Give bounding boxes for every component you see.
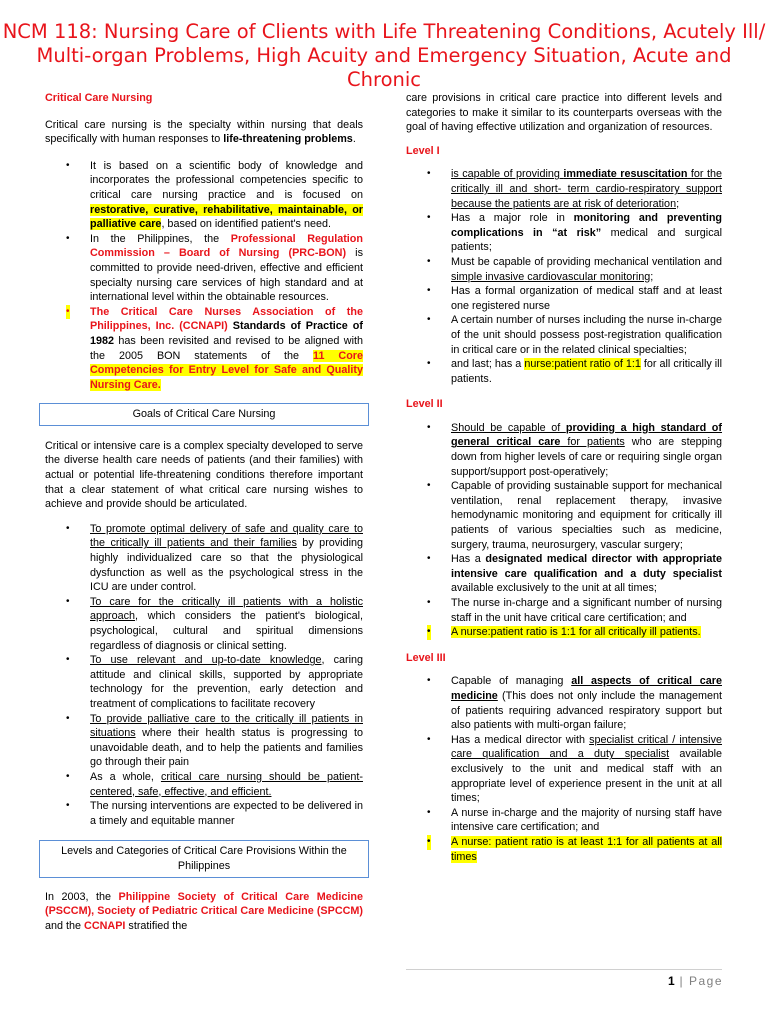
bullet-icon: • [427, 597, 431, 608]
list-item: • A nurse in-charge and the majority of nursing staff have intensive care certification; and [427, 806, 722, 834]
list-item: • Has a major role in monitoring and preventing complications in “at risk” medical and surgical patients; [427, 212, 723, 254]
level-3-bullet-list [427, 674, 722, 864]
bullet-icon: • [427, 480, 431, 492]
list-item: • To promote optimal delivery of safe and quality care to the critically ill patients and their families by providing highly individualized care so that the physiological dysfunction as well as the psychological stress in the ICU are under control. [66, 522, 363, 594]
section-heading-critical-care-nursing: Critical Care Nursing [45, 92, 153, 104]
section-heading-level-2: Level II [406, 398, 443, 411]
levels-continued-paragraph: care provisions in critical care practice into different levels and categories to make it similar to its counterparts overseas with the goal of having effective utilization and organization of resources. [406, 92, 722, 134]
list-item: • To provide palliative care to the critically ill patients in situations where their health status is progressing to unavoidable death, and to help the patients and families go through their pain [66, 712, 363, 769]
levels-intro-paragraph: In 2003, the Philippine Society of Critical Care Medicine (PSCCM), Society of Pediatric Critical Care Medicine (SPCCM) and the CCNAPI stratified the [45, 890, 363, 932]
page-label: Page [688, 974, 723, 988]
document-title: NCM 118: Nursing Care of Clients with Life Threatening Conditions, Acutely Ill/ Multi-organ Problems, High Acuity and Emergency Situation, Acute and Chronic [2, 20, 766, 91]
list-item: • Must be capable of providing mechanical ventilation and simple invasive cardiovascular monitoring; [427, 255, 722, 283]
bullet-icon: • [427, 625, 431, 640]
list-item: • To care for the critically ill patients with a holistic approach, which considers the patient's biological, psychological, cultural and spiritual dimensions regardless of diagnosis or clinical setting. [66, 595, 363, 652]
goals-bullet-list [66, 522, 364, 828]
goals-section-box: Goals of Critical Care Nursing [39, 403, 369, 426]
bullet-icon: • [66, 522, 70, 534]
list-item: • A certain number of nurses including the nurse in-charge of the unit should possess post-registration qualification in critical care or in the related clinical specialties; [427, 314, 722, 356]
right-column [406, 91, 722, 864]
bullet-icon: • [427, 314, 431, 326]
bullet-icon: • [66, 232, 70, 244]
bullet-icon: • [66, 159, 70, 171]
list-item: • Capable of providing sustainable support for mechanical ventilation, renal replacement therapy, invasive hemodynamic monitoring and equipment for critically ill patients of various specialties such as medicine, surgery, trauma, neurosurgery, vascular surgery; [427, 480, 722, 551]
bullet-icon: • [66, 770, 70, 782]
bullet-icon: • [66, 800, 70, 812]
bullet-icon: • [427, 255, 431, 267]
footer-separator: | [674, 974, 689, 988]
page-footer [668, 974, 723, 988]
bullet-icon: • [66, 654, 70, 666]
section-heading-level-3: Level III [406, 651, 446, 664]
footer-divider [406, 969, 722, 970]
list-item: • The Critical Care Nurses Association of the Philippines, Inc. (CCNAPI) Standards of Practice of 1982 has been revisited and revised to be aligned with the 2005 BON statements of the 11 Core Competencies for Entry Level for Safe and Quality Nursing Care. [66, 305, 364, 391]
list-item: • To use relevant and up-to-date knowledge, caring attitude and clinical skills, supported by appropriate technology for the prevention, early detection and treatment of complications to facilitate recovery [66, 654, 364, 710]
bullet-icon: • [427, 421, 431, 433]
list-item: • Has a formal organization of medical staff and at least one registered nurse [427, 285, 722, 312]
bullet-icon: • [66, 712, 70, 724]
intro-paragraph: Critical care nursing is the specialty within nursing that deals specifically with human responses to life-threatening problems. [45, 118, 363, 146]
section-heading-level-1: Level I [406, 144, 440, 157]
goals-intro-paragraph: Critical or intensive care is a complex specialty developed to serve the diverse health care needs of patients (and their families) with actual or potential life-threatening conditions therefore important that a clear statement of what critical care nursing wishes to achieve and provide should be articulated. [45, 439, 363, 511]
bullet-icon: • [427, 358, 431, 370]
list-item: • The nurse in-charge and a significant number of nursing staff in the unit have critical care certification; and [427, 597, 722, 624]
list-item: • Should be capable of providing a high standard of general critical care for patients who are stepping down from higher levels of care or requiring single organ support/support post-operatively; [427, 421, 722, 478]
page-number: 1 [667, 974, 675, 988]
bullet-icon: • [427, 285, 431, 297]
bullet-icon: • [66, 595, 70, 607]
bullet-icon: • [427, 675, 431, 687]
list-item: • In the Philippines, the Professional Regulation Commission – Board of Nursing (PRC-BON) is committed to provide need-driven, effective and efficient specialty nursing care services of high standard and at international level within the obtainable resources. [66, 232, 363, 304]
levels-section-box: Levels and Categories of Critical Care Provisions Within the Philippines [39, 840, 369, 877]
bullet-icon: • [427, 168, 431, 180]
bullet-icon: • [427, 212, 431, 224]
bullet-icon: • [427, 733, 431, 745]
intro-bullet-list [66, 159, 364, 393]
list-item: • A nurse:patient ratio is 1:1 for all critically ill patients. [427, 626, 701, 639]
left-column [45, 91, 363, 933]
list-item: • Has a medical director with specialist critical / intensive care qualification and a duty specialist available exclusively to the unit and medical staff with an appropriate level of experience present in the unit at all times; [427, 733, 722, 805]
list-item: • It is based on a scientific body of knowledge and incorporates the professional competencies specific to critical care nursing practice and is focused on restorative, curative, rehabilitative, maintainable, or palliative care, based on identified patient's need. [66, 159, 363, 231]
bullet-icon: • [427, 806, 431, 818]
bullet-icon: • [66, 305, 70, 320]
list-item: • is capable of providing immediate resuscitation for the critically ill and short- term cardio-respiratory support because the patients are at risk of deterioration; [427, 168, 723, 210]
level-1-bullet-list [427, 167, 723, 386]
bullet-icon: • [427, 835, 431, 850]
bullet-icon: • [427, 553, 431, 565]
list-item: • Has a designated medical director with appropriate intensive care qualification and a duty specialist available exclusively to the unit at all times; [427, 553, 722, 595]
list-item: • The nursing interventions are expected to be delivered in a timely and equitable manner [66, 800, 363, 827]
list-item: • A nurse: patient ratio is at least 1:1 for all patients at all times [427, 835, 722, 863]
list-item: • Capable of managing all aspects of critical care medicine (This does not only include the management of patients requiring advanced respiratory support but also patients with multi-organ failure; [427, 675, 722, 732]
level-2-bullet-list [427, 421, 722, 640]
list-item: • and last; has a nurse:patient ratio of 1:1 for all critically ill patients. [427, 358, 722, 385]
list-item: • As a whole, critical care nursing should be patient-centered, safe, effective, and efficient. [66, 770, 363, 798]
